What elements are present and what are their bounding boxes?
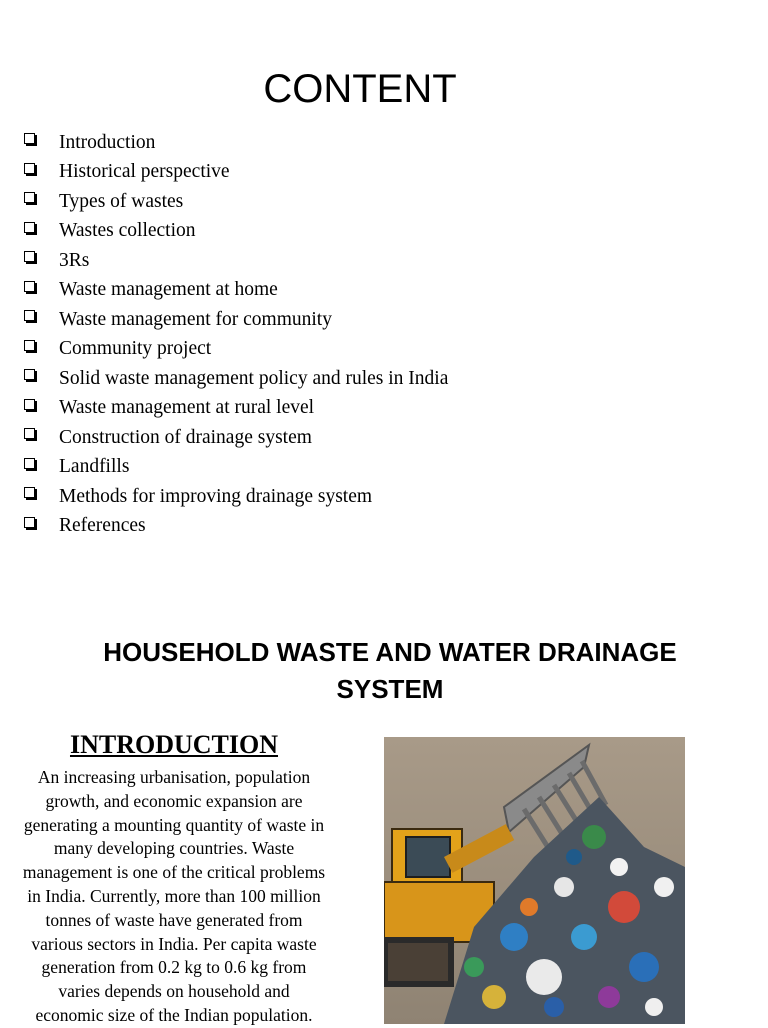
list-item — [24, 305, 448, 335]
checkbox-bullet-icon — [24, 399, 35, 410]
list-item — [24, 453, 448, 483]
introduction-paragraph — [0, 766, 348, 1028]
checkbox-bullet-icon — [24, 369, 35, 380]
list-item — [24, 394, 448, 424]
checkbox-bullet-icon — [24, 428, 35, 439]
list-item — [24, 187, 448, 217]
list-item-label: Methods for improving drainage system — [59, 485, 373, 507]
contents-title: CONTENT — [263, 66, 457, 111]
list-item-label: Introduction — [59, 131, 156, 153]
checkbox-bullet-icon — [24, 340, 35, 351]
checkbox-bullet-icon — [24, 281, 35, 292]
list-item-label: Construction of drainage system — [59, 426, 312, 448]
checkbox-bullet-icon — [24, 222, 35, 233]
list-item — [24, 128, 448, 158]
list-item-label: References — [59, 515, 146, 537]
paragraph-line: in India. Currently, more than 100 million — [27, 885, 321, 906]
checkbox-bullet-icon — [24, 487, 35, 498]
paragraph-line: generation from 0.2 kg to 0.6 kg from — [41, 957, 307, 978]
checkbox-bullet-icon — [24, 192, 35, 203]
list-item — [24, 512, 448, 542]
list-item — [24, 482, 448, 512]
landfill-photo-illustration — [384, 737, 685, 1024]
list-item-label: Wastes collection — [59, 220, 196, 242]
slide-title-line-2: SYSTEM — [336, 673, 444, 704]
list-item-label: Waste management at home — [59, 279, 278, 301]
slide-title-line-1: HOUSEHOLD WASTE AND WATER DRAINAGE — [103, 636, 677, 667]
paragraph-line: varies depends on household and — [58, 981, 290, 1002]
paragraph-line: economic size of the Indian population. — [35, 1004, 313, 1025]
checkbox-bullet-icon — [24, 310, 35, 321]
paragraph-line: many developing countries. Waste — [53, 838, 295, 859]
paragraph-line: management is one of the critical problems — [22, 862, 326, 883]
list-item — [24, 423, 448, 453]
list-item — [24, 246, 448, 276]
checkbox-bullet-icon — [24, 517, 35, 528]
list-item-label: Landfills — [59, 456, 130, 478]
list-item-label: Types of wastes — [59, 190, 184, 212]
landfill-bulldozer-photo — [384, 737, 685, 1024]
contents-list — [24, 128, 448, 541]
introduction-slide — [0, 600, 768, 1024]
list-item — [24, 217, 448, 247]
paragraph-line: An increasing urbanisation, population — [37, 767, 311, 787]
checkbox-bullet-icon — [24, 251, 35, 262]
list-item-label: Solid waste management policy and rules in India — [59, 367, 449, 389]
introduction-heading: INTRODUCTION — [69, 730, 279, 759]
checkbox-bullet-icon — [24, 458, 35, 469]
list-item — [24, 276, 448, 306]
checkbox-bullet-icon — [24, 163, 35, 174]
list-item-label: 3Rs — [59, 249, 90, 271]
paragraph-line: tonnes of waste have generated from — [45, 909, 303, 930]
list-item-label: Community project — [59, 338, 212, 360]
slide-title — [80, 634, 700, 708]
list-item-label: Historical perspective — [59, 161, 230, 183]
list-item-label: Waste management for community — [59, 308, 332, 330]
paragraph-line: various sectors in India. Per capita waste — [31, 933, 317, 954]
list-item — [24, 364, 448, 394]
checkbox-bullet-icon — [24, 133, 35, 144]
list-item — [24, 335, 448, 365]
list-item-label: Waste management at rural level — [59, 397, 315, 419]
paragraph-line: generating a mounting quantity of waste in — [23, 814, 325, 835]
list-item — [24, 158, 448, 188]
paragraph-line: growth, and economic expansion are — [45, 790, 303, 811]
